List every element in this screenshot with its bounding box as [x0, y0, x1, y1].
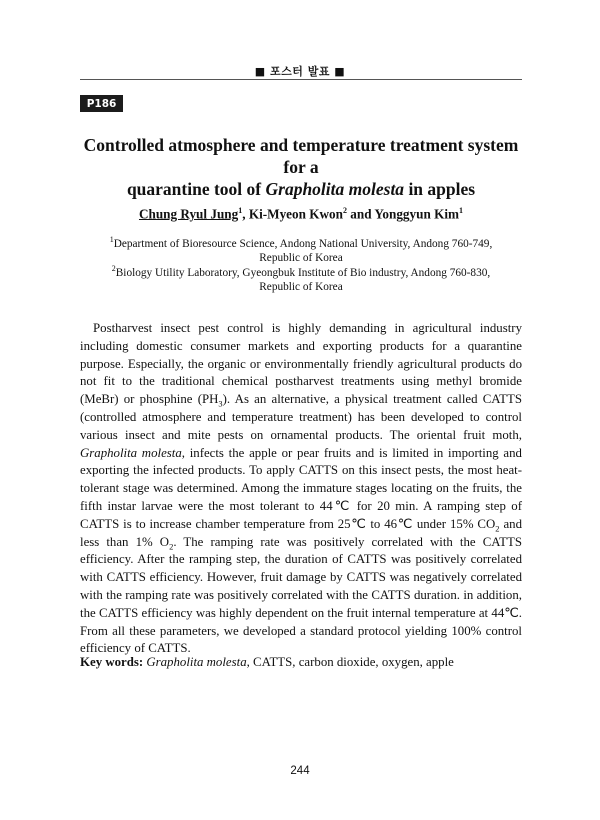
title-text-end: in apples — [404, 179, 476, 199]
subscript: 3 — [218, 398, 223, 409]
page-number: 244 — [290, 765, 310, 777]
affiliation-mark: 2 — [111, 264, 116, 273]
poster-id-badge: P186 — [80, 95, 123, 112]
keyword-species: Grapholita molesta — [146, 655, 247, 669]
abstract-text: ). As an alternative, a physical treatment called CATTS (controlled atmosphere and temperature treatment) has been developed to control various insect and mite pests on ornamental products. The oriental fruit moth, — [80, 392, 522, 442]
abstract-text: , infects the apple or pear fruits and is limited in importing and exporting the infected products. To apply CATTS on this insect pests, the most heat-tolerant stage was determined. Among the immature stages locating on the fruits, the fifth instar larvae were the most tolerant to 44℃ for 20 min. A ramping step of CATTS is to increase chamber temperature from 25℃ to 46℃ under 15% CO — [80, 445, 522, 531]
author-separator: , — [242, 206, 249, 222]
title-species-name: Grapholita molesta — [265, 179, 405, 199]
title-text: quarantine tool of — [126, 179, 266, 199]
author-list — [80, 206, 522, 222]
author-name: Yonggyun Kim — [374, 206, 459, 222]
affiliation-text: Department of Bioresource Science, Andong National University, Andong 760-749, — [113, 237, 493, 250]
affiliation-country: Republic of Korea — [259, 281, 343, 294]
abstract-text: Postharvest insect pest control is highly demanding in agricultural industry including domestic consumer markets and exporting products for a quarantine purpose. Especially, the organic or environmentally friendly agricultural products do not fit to the traditional chemical postharvest treatments using methyl bromide (MeBr) or phosphine (PH — [80, 321, 522, 407]
species-name: Grapholita molesta — [80, 445, 182, 460]
affiliation — [80, 262, 522, 295]
affiliation-text: Biology Utility Laboratory, Gyeongbuk Institute of Bio industry, Andong 760-830, — [115, 266, 491, 279]
affiliation-country: Republic of Korea — [259, 252, 343, 265]
author-name: Chung Ryul Jung — [138, 206, 239, 222]
affiliation — [80, 233, 522, 266]
subscript: 2 — [169, 541, 174, 552]
title-line-2 — [80, 178, 522, 200]
abstract-paragraph — [80, 320, 522, 658]
section-header: ■ 포스터 발표 ■ — [254, 65, 346, 78]
author-name: Ki-Myeon Kwon — [248, 206, 343, 222]
title-line-1: Controlled atmosphere and temperature treatment system for a — [83, 135, 519, 177]
abstract-text: . The ramping rate was positively correlated with the CATTS efficiency. After the ramping step, the duration of CATTS was positively correlated with CATTS efficiency. However, fruit damage by CATTS was negatively correlated with the ramping rate was positively correlated with the CATTS duration. in addition, the CATTS efficiency was highly dependent on the fruit internal temperature at 44℃. From all these parameters, we developed a standard protocol yielding 100% control efficiency of CATTS. — [80, 534, 522, 656]
keyword-list: , CATTS, carbon dioxide, oxygen, apple — [246, 655, 454, 669]
affiliation-mark: 1 — [109, 235, 114, 244]
subscript: 2 — [495, 523, 500, 534]
affiliation-line — [80, 233, 522, 251]
author-affiliation-mark: 1 — [459, 206, 463, 215]
paper-title — [80, 134, 522, 200]
keywords — [80, 655, 522, 670]
abstract-text: and less than 1% O — [80, 516, 522, 549]
affiliation-line — [80, 262, 522, 280]
author-separator: and — [346, 206, 375, 222]
author-affiliation-mark: 1 — [238, 206, 243, 215]
author-affiliation-mark: 2 — [342, 206, 347, 215]
keywords-label: Key words: — [80, 655, 144, 669]
header-divider — [80, 79, 522, 80]
